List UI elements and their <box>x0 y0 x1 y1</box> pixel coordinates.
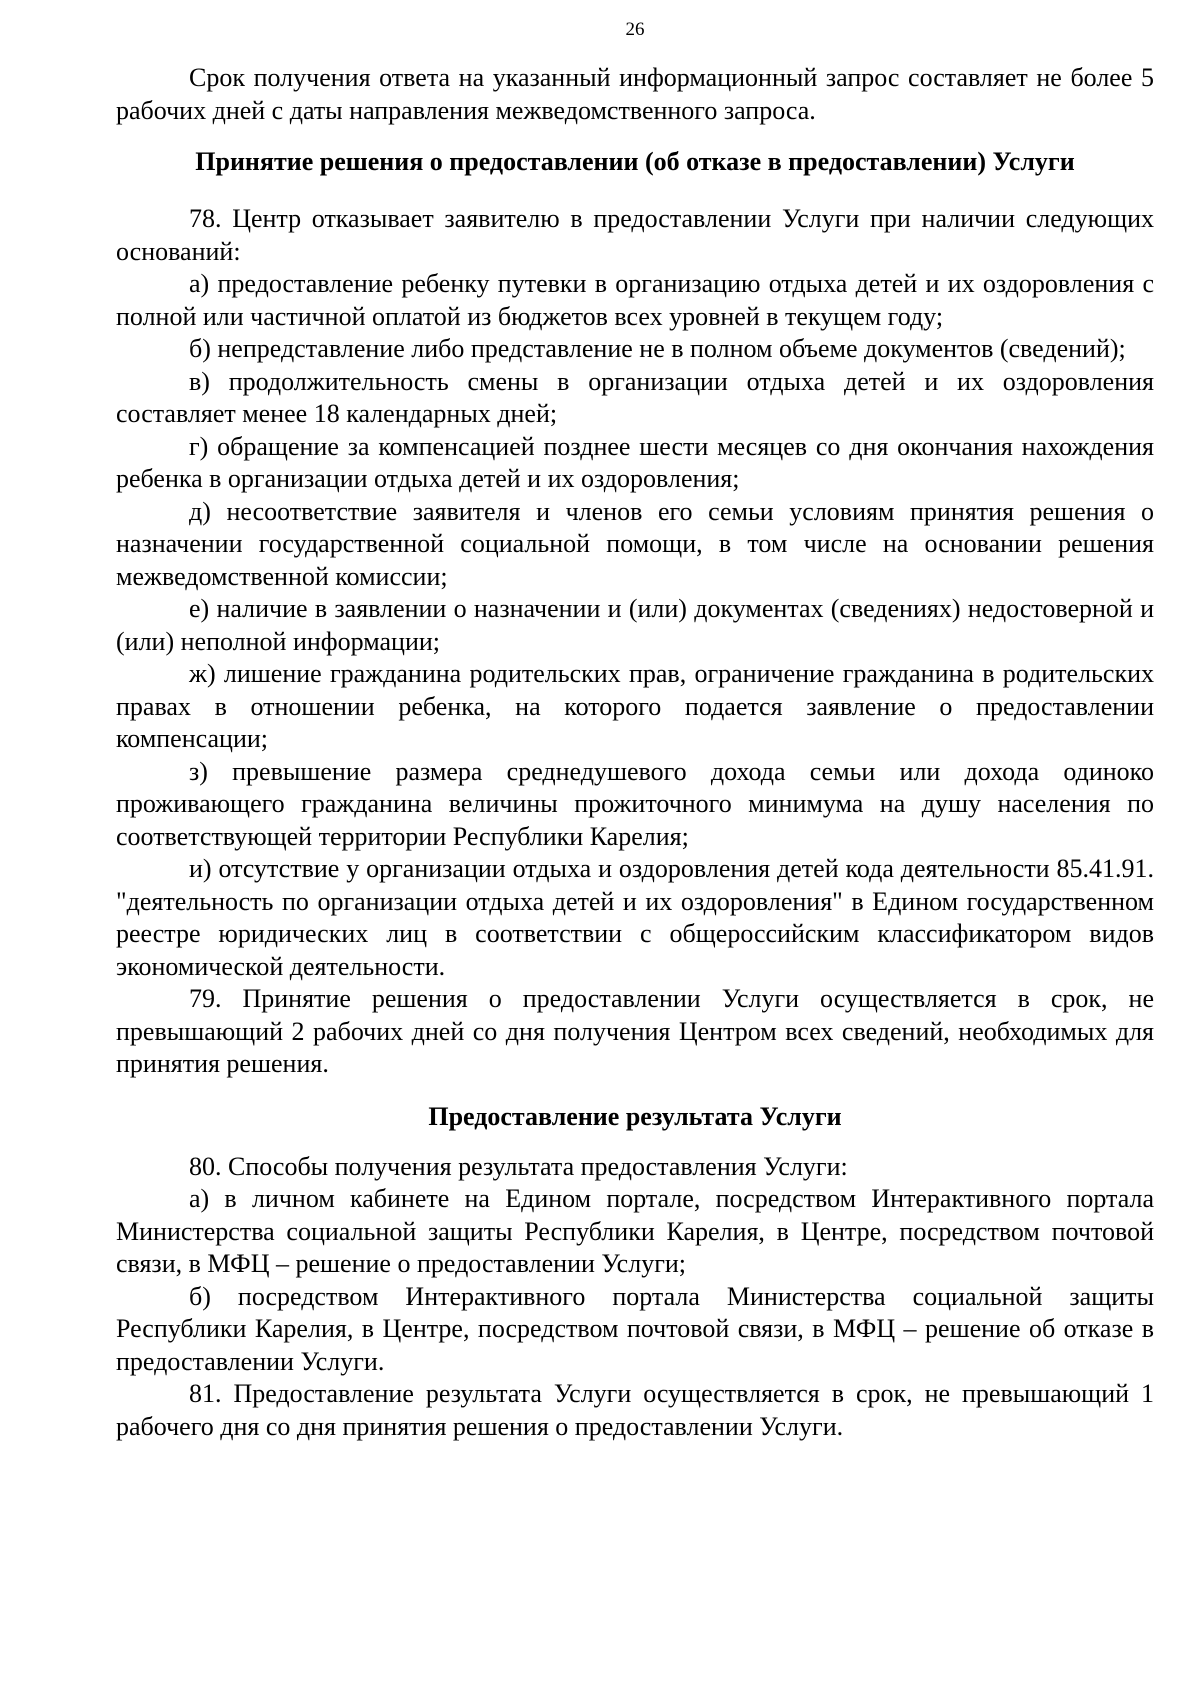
item-a-refusal: а) предоставление ребенку путевки в организацию отдыха детей и их оздоровления с полной или частичной оплатой из бюджетов всех уровней в текущем году; <box>116 269 1154 331</box>
intro-paragraph: Срок получения ответа на указанный информационный запрос составляет не более 5 рабочих дней с даты направления межведомственного запроса. <box>116 63 1154 125</box>
item-b-refusal: б) непредставление либо представление не в полном объеме документов (сведений); <box>189 334 1126 363</box>
paragraph-80: 80. Способы получения результата предоставления Услуги: <box>189 1151 848 1181</box>
paragraph-81: 81. Предоставление результата Услуги осуществляется в срок, не превышающий 1 рабочего дня со дня принятия решения о предоставлении Услуги. <box>116 1379 1154 1441</box>
paragraph-79: 79. Принятие решения о предоставлении Услуги осуществляется в срок, не превышающий 2 рабочих дней со дня получения Центром всех сведений, необходимых для принятия решения. <box>116 984 1154 1078</box>
item-zh-refusal: ж) лишение гражданина родительских прав, ограничение гражданина в родительских правах в отношении ребенка, на которого подается заявление о предоставлении компенсации; <box>116 659 1154 753</box>
section-heading-result: Предоставление результата Услуги <box>428 1101 842 1131</box>
section-decision-body <box>116 203 1154 1081</box>
section-result-body <box>116 1151 1154 1444</box>
item-v-refusal: в) продолжительность смены в организации отдыха детей и их оздоровления составляет менее 18 календарных дней; <box>116 366 1154 428</box>
document-page <box>116 0 1154 1443</box>
section-heading-decision: Принятие решения о предоставлении (об отказе в предоставлении) Услуги <box>195 147 1075 176</box>
item-z-refusal: з) превышение размера среднедушевого дохода семьи или дохода одиноко проживающего гражданина величины прожиточного минимума на душу населения по соответствующей территории Республики Карелия; <box>116 756 1154 851</box>
page-number: 26 <box>625 19 645 40</box>
item-d-refusal: д) несоответствие заявителя и членов его семьи условиям принятия решения о назначении государственной социальной помощи, в том числе на основании решения межведомственной комиссии; <box>116 496 1154 591</box>
paragraph-78: 78. Центр отказывает заявителю в предоставлении Услуги при наличии следующих оснований: <box>116 204 1154 266</box>
item-e-refusal: е) наличие в заявлении о назначении и (или) документах (сведениях) недостоверной и (или) неполной информации; <box>116 594 1154 656</box>
item-a-result: а) в личном кабинете на Едином портале, посредством Интерактивного портала Министерства социальной защиты Республики Карелия, в Центре, посредством почтовой связи, в МФЦ – решение о предоставлении Услуги; <box>116 1184 1154 1278</box>
item-b-result: б) посредством Интерактивного портала Министерства социальной защиты Республики Карелия, в Центре, посредством почтовой связи, в МФЦ – решение об отказе в предоставлении Услуги. <box>116 1281 1154 1376</box>
item-g-refusal: г) обращение за компенсацией позднее шести месяцев со дня окончания нахождения ребенка в организации отдыха детей и их оздоровления; <box>116 431 1154 493</box>
item-i-refusal: и) отсутствие у организации отдыха и оздоровления детей кода деятельности 85.41.91. "деятельность по организации отдыха детей и их оздоровления" в Едином государственном реестре юридических лиц в соответствии с общероссийским классификатором видов экономической деятельности. <box>116 854 1154 981</box>
